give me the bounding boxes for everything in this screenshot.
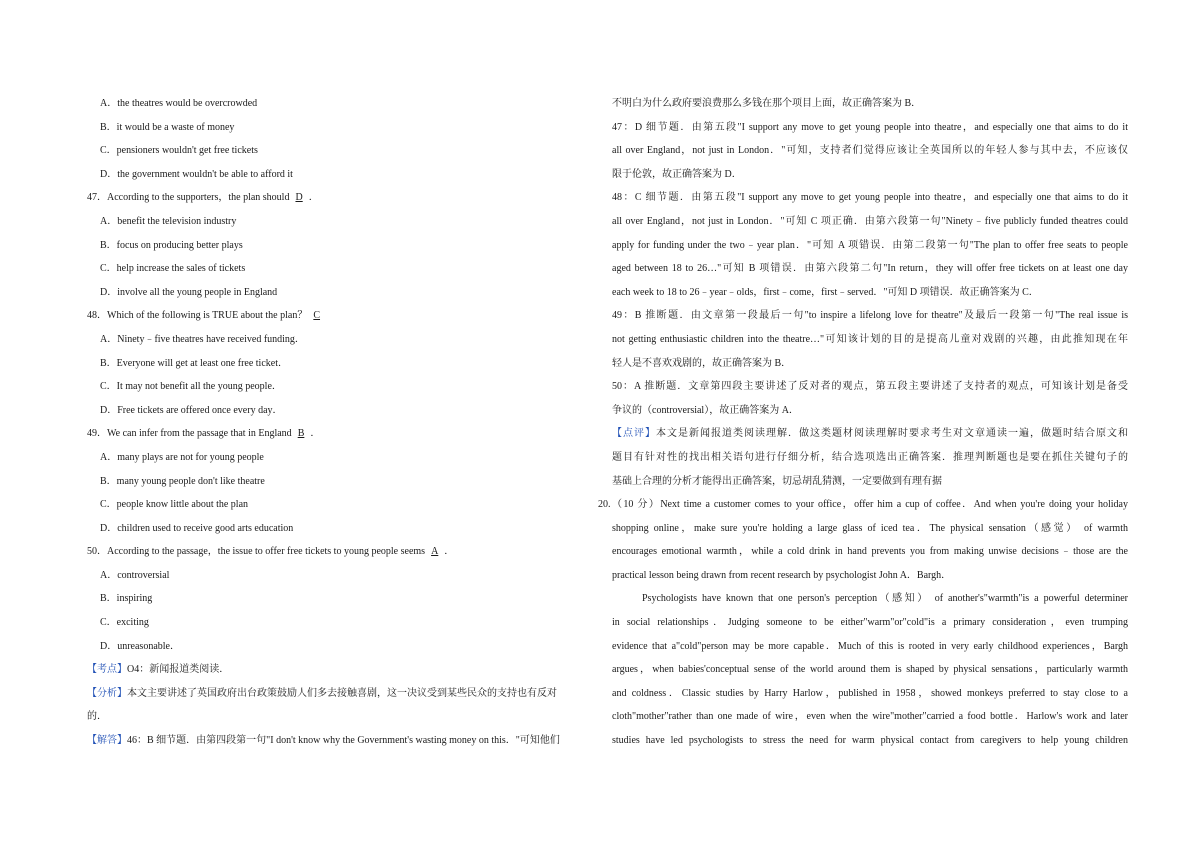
jieda-line: [87, 729, 592, 753]
q49-explanation-1: 49：B 推断题．由文章第一段最后一句"to inspire a lifelong love for theatre"及最后一段第一句"The real issue is: [612, 310, 1128, 322]
q20-passage-line-1: 20.（10 分）Next time a customer comes to your office，offer him a cup of coffee．And when you're doing your holiday: [598, 499, 1128, 511]
q50-answer: A: [431, 546, 439, 558]
q20-passage-line-9: and coldness．Classic studies by Harry Harlow，published in 1958，showed monkeys preferred to stay close to a: [612, 687, 1128, 699]
q48-explanation-3: apply for funding under the two﹣year plan．"可知 A 项错误．由第二段第一句"The plan to offer free seats to people: [612, 239, 1128, 251]
dianping-line-2: 题目有针对性的找出相关语句进行仔细分析，结合选项选出正确答案．推理判断题也是要在抓住关键句子的: [612, 451, 1128, 463]
q48-text: 48．Which of the following is TRUE about the plan？: [87, 310, 308, 322]
q20-passage-line-7: evidence that a"cold"person may be more capable．Much of this is rooted in very early childhood experiences，Bargh: [612, 640, 1128, 652]
q20-passage-line-11: studies have led psychologists to stress the need for warm physical contact from caregivers to help young children: [612, 735, 1128, 747]
q20-passage-line-2: shopping online，make sure you're holding a large glass of iced tea．The physical sensation（感觉） of warmth: [612, 522, 1128, 534]
q20-passage-line-5: Psychologists have known that one person's perception（感知） of another's"warmth"is a powerful determiner: [642, 593, 1128, 605]
q20-passage-line-8: argues，when babies'conceptual sense of the world around them is shaped by physical sensations，particularly warmth: [612, 664, 1128, 676]
q49-option-b: B．many young people don't like theatre: [100, 475, 265, 487]
q49-answer: B: [297, 428, 305, 440]
q47-option-d: D．involve all the young people in England: [100, 286, 278, 298]
kaodian-line: [87, 658, 592, 682]
fenxi-line-2: 的．: [87, 711, 107, 723]
q47-option-c: C．help increase the sales of tickets: [100, 263, 246, 275]
q49-explanation-3: 轻人是不喜欢戏剧的，故正确答案为 B．: [612, 357, 792, 369]
q50-option-b: B．inspiring: [100, 593, 153, 605]
dianping-line-3: 基础上合理的分析才能得出正确答案，切忌胡乱猜测，一定要做到有理有据: [612, 475, 942, 487]
q47-stem: 47．According to the supporters，the plan should D ．: [87, 192, 319, 204]
q49-option-c: C．people know little about the plan: [100, 499, 249, 511]
right-column: [598, 92, 1128, 753]
q20-passage-line-3: encourages emotional warmth，while a cold drink in hand prevents you from making unwise decisions﹣those are the: [612, 546, 1128, 558]
q46-option-c: C．pensioners wouldn't get free tickets: [100, 145, 258, 157]
q48-explanation-2: all over England，not just in London．"可知 C 项正确．由第六段第一句"Ninety﹣five publicly funded theatres could: [612, 215, 1128, 227]
q20-passage-line-10: cloth"mother"rather than one made of wire，even when the wire"mother"carried a food bottle．Harlow's work and later: [612, 711, 1128, 723]
left-column: [87, 92, 592, 753]
fenxi-text: 本文主要讲述了英国政府出台政策鼓励人们多去接触喜剧，这一决议受到某些民众的支持也有反对: [127, 687, 557, 699]
q49-stem: 49．We can infer from the passage that in England B ．: [87, 428, 321, 440]
q50-option-a: A．controversial: [100, 569, 170, 581]
q47-explanation-1: 47：D 细节题．由第五段"I support any move to get young people into theatre，and especially one that aims to do it: [612, 121, 1128, 133]
dianping-line: [612, 422, 1128, 446]
fenxi-line: [87, 682, 592, 706]
q48-explanation-1: 48：C 细节题．由第五段"I support any move to get young people into theatre，and especially one that aims to do it: [612, 192, 1128, 204]
dianping-text: 本文是新闻报道类阅读理解．做这类题材阅读理解时要求考生对文章通读一遍，做题时结合原文和: [656, 428, 1128, 440]
q49-option-a: A．many plays are not for young people: [100, 451, 264, 463]
jieda-text: 46：B 细节题．由第四段第一句"I don't know why the Government's wasting money on this．"可知他们: [127, 735, 560, 747]
q48-answer: C: [313, 310, 321, 322]
q50-stem: 50．According to the passage，the issue to offer free tickets to young people seems A ．: [87, 546, 455, 558]
q48-stem: [87, 304, 592, 328]
dianping-tag: 【点评】: [612, 428, 656, 440]
q48-option-b: B．Everyone will get at least one free ticket．: [100, 357, 288, 369]
q47-option-a: A．benefit the television industry: [100, 215, 237, 227]
q50-explanation-2: 争议的（controversial），故正确答案为 A．: [612, 404, 799, 416]
q48-explanation-5: each week to 18 to 26﹣year﹣olds，first﹣come，first﹣served．"可知 D 项错误．故正确答案为 C．: [612, 286, 1039, 298]
q47-option-b: B．focus on producing better plays: [100, 239, 243, 251]
jieda-tag: 【解答】: [87, 735, 127, 747]
q47-explanation-3: 限于伦敦，故正确答案为 D．: [612, 168, 742, 180]
q49-option-d: D．children used to receive good arts education: [100, 522, 294, 534]
q46-option-b: B．it would be a waste of money: [100, 121, 235, 133]
jieda-line-2: 不明白为什么政府要浪费那么多钱在那个项目上面，故正确答案为 B．: [612, 98, 922, 109]
q46-option-a: A．the theatres would be overcrowded: [100, 98, 258, 109]
q50-explanation-1: 50：A 推断题．文章第四段主要讲述了反对者的观点，第五段主要讲述了支持者的观点，可知该计划是备受: [612, 381, 1128, 393]
q47-answer: D: [295, 192, 303, 204]
fenxi-tag: 【分析】: [87, 687, 127, 699]
q48-option-a: A．Ninety﹣five theatres have received funding．: [100, 333, 305, 345]
q46-option-d: D．the government wouldn't be able to afford it: [100, 168, 293, 180]
q48-option-d: D．Free tickets are offered once every day．: [100, 404, 283, 416]
q50-text: 50．According to the passage，the issue to offer free tickets to young people seems: [87, 546, 426, 558]
q20-passage-line-6: in social relationships．Judging someone to be either"warm"or"cold"is a primary consideration，even trumping: [612, 617, 1128, 629]
q50-option-c: C．exciting: [100, 617, 149, 629]
q49-explanation-2: not getting enthusiastic children into the theatre…"可知该计划的目的是提高儿童对戏剧的兴趣，由此推知现在年: [612, 333, 1128, 345]
q50-option-d: D．unreasonable．: [100, 640, 180, 652]
q48-option-c: C．It may not benefit all the young people．: [100, 381, 282, 393]
q47-text: 47．According to the supporters，the plan should: [87, 192, 290, 204]
q49-text: 49．We can infer from the passage that in England: [87, 428, 292, 440]
kaodian-text: O4：新闻报道类阅读．: [127, 664, 230, 676]
q47-explanation-2: all over England，not just in London．"可知，支持者们觉得应该让全英国所以的年轻人参与其中去，不应该仅: [612, 145, 1128, 157]
q48-explanation-4: aged between 18 to 26…"可知 B 项错误．由第六段第二句"In return，they will offer free tickets on at least one day: [612, 263, 1128, 275]
q20-passage-line-4: practical lesson being drawn from recent research by psychologist John A．Bargh．: [612, 569, 952, 581]
kaodian-tag: 【考点】: [87, 664, 127, 676]
